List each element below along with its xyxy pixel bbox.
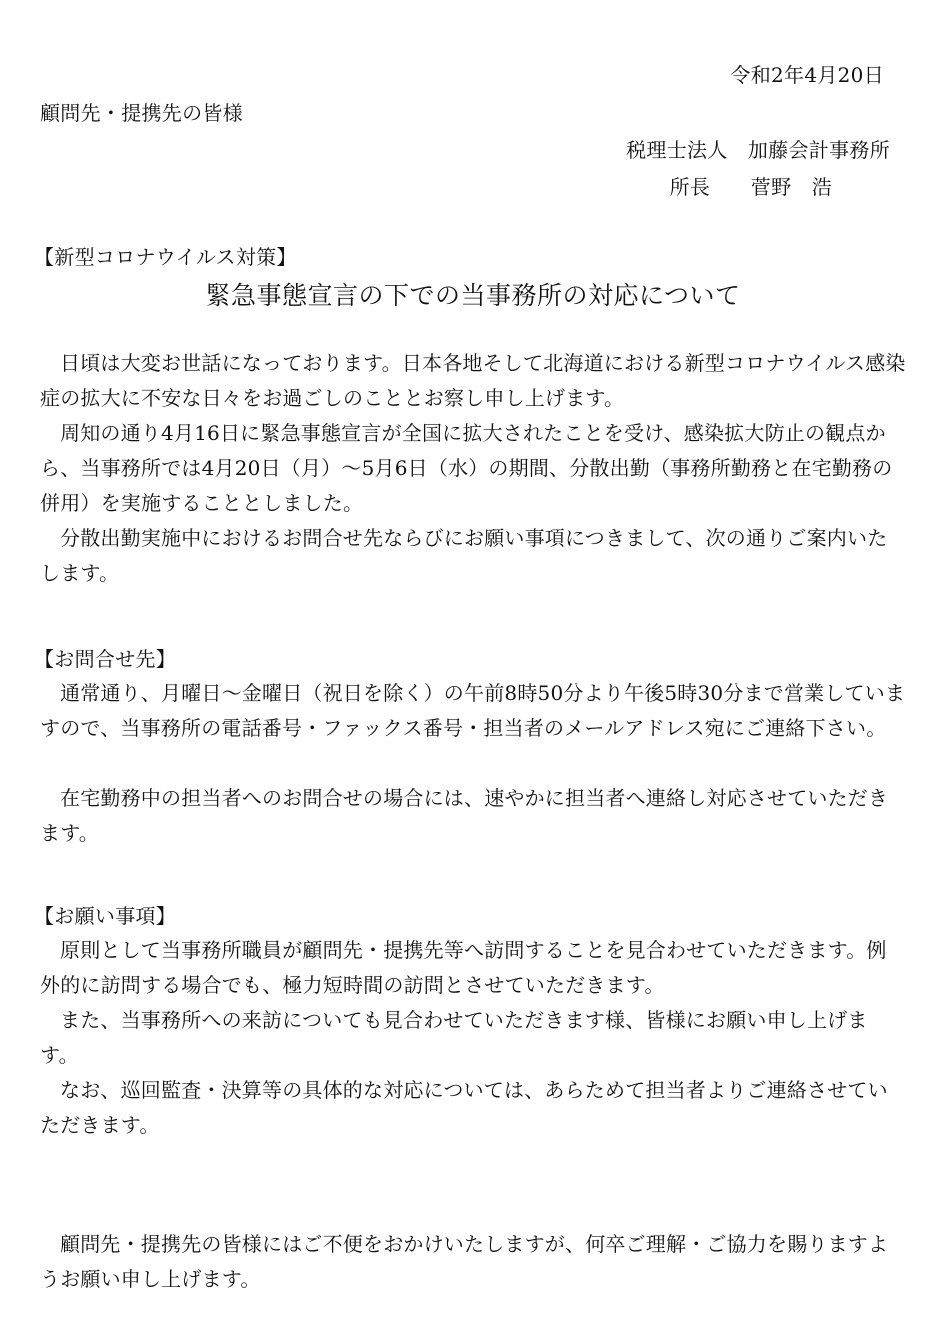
contact-paragraph-2: 在宅勤務中の担当者へのお問合せの場合には、速やかに担当者へ連絡し対応させていただきます。 <box>40 786 889 845</box>
intro-paragraph-3: 分散出勤実施中におけるお問合せ先ならびにお願い事項につきまして、次の通りご案内いたします。 <box>40 526 888 585</box>
closing-paragraph: 顧問先・提携先の皆様にはご不便をおかけいたしますが、何卒ご理解・ご協力を賜りますようお願い申し上げます。 <box>40 1232 889 1291</box>
document-date: 令和2年4月20日 <box>730 63 884 87</box>
recipient: 顧問先・提携先の皆様 <box>40 101 243 125</box>
sender-organization: 税理士法人 加藤会計事務所 <box>626 138 890 162</box>
requests-paragraph-3: なお、巡回監査・決算等の具体的な対応については、あらためて担当者よりご連絡させていただきます。 <box>40 1078 888 1137</box>
requests-paragraph-1: 原則として当事務所職員が顧問先・提携先等へ訪問することを見合わせていただきます。例外的に訪問する場合でも、極力短時間の訪問とさせていただきます。 <box>40 938 887 997</box>
contact-paragraph-1: 通常通り、月曜日～金曜日（祝日を除く）の午前8時50分より午後5時30分まで営業していますので、当事務所の電話番号・ファックス番号・担当者のメールアドレス宛にご連絡下さい。 <box>40 681 906 740</box>
contact-heading: 【お問合せ先】 <box>34 647 177 671</box>
intro-paragraph-2: 周知の通り4月16日に緊急事態宣言が全国に拡大されたことを受け、感染拡大防止の観点から、当事務所では4月20日（月）～5月6日（水）の期間、分散出勤（事務所勤務と在宅勤務の併用）を実施することとしました。 <box>40 421 893 515</box>
requests-paragraph-2: また、当事務所への来訪についても見合わせていただきます様、皆様にお願い申し上げます。 <box>40 1008 868 1067</box>
intro-paragraph-1: 日頃は大変お世話になっております。日本各地そして北海道における新型コロナウイルス感染症の拡大に不安な日々をお過ごしのこととお察し申し上げます。 <box>40 351 906 410</box>
sender-person: 所長 菅野 浩 <box>669 175 832 199</box>
subject-tag: 【新型コロナウイルス対策】 <box>34 245 297 269</box>
document-title: 緊急事態宣言の下での当事務所の対応について <box>205 281 741 310</box>
requests-heading: 【お願い事項】 <box>34 904 177 928</box>
